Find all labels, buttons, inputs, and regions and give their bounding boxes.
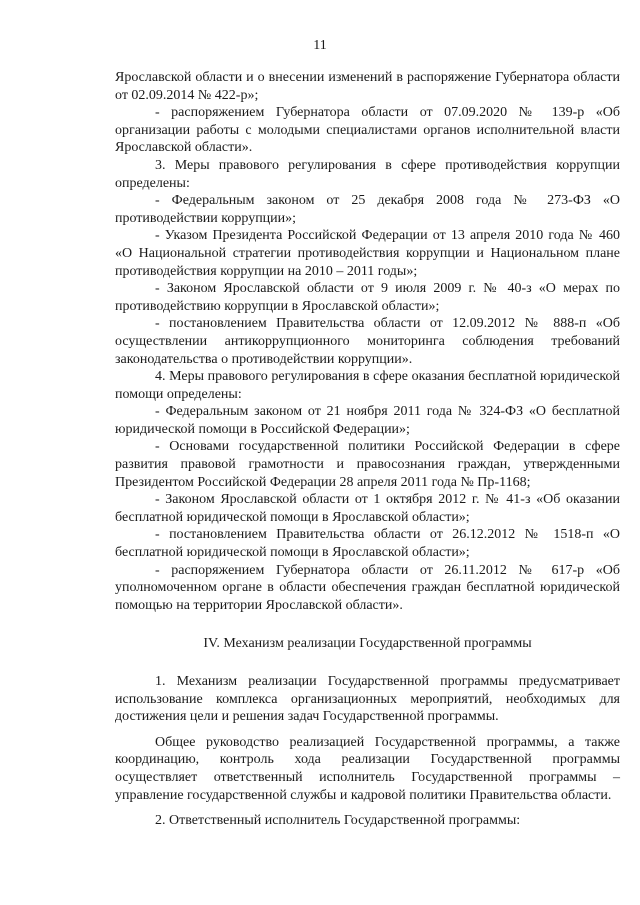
paragraph: - Указом Президента Российской Федерации от 13 апреля 2010 года № 460 «О Национальной стратегии противодействия коррупции и Национальном плане противодействия коррупции на 2010 – 2011 годы»; <box>115 228 620 279</box>
paragraph: - Законом Ярославской области от 1 октября 2012 г. № 41-з «Об оказании бесплатной юридической помощи в Ярославской области»; <box>115 492 620 525</box>
paragraph: - распоряжением Губернатора области от 07.09.2020 № 139-р «Об организации работы с молодыми специалистами органов исполнительной власти Ярославской области». <box>115 105 620 156</box>
paragraph: 1. Механизм реализации Государственной программы предусматривает использование комплекса организационных мероприятий, необходимых для достижения цели и решения задач Государственной программы. <box>115 674 620 725</box>
paragraph: - Федеральным законом от 25 декабря 2008 года № 273-ФЗ «О противодействии коррупции»; <box>115 193 620 226</box>
paragraph: - Основами государственной политики Российской Федерации в сфере развития правовой грамотности и правосознания граждан, утвержденными Президентом Российской Федерации 28 апреля 2011 года № Пр-1168; <box>115 439 620 490</box>
document-body <box>115 69 620 830</box>
paragraph: - постановлением Правительства области от 26.12.2012 № 1518-п «О бесплатной юридической помощи в Ярославской области»; <box>115 527 620 561</box>
paragraph: Ярославской области и о внесении изменений в распоряжение Губернатора области от 02.09.2014 № 422-р»; <box>115 70 620 103</box>
paragraph: - Федеральным законом от 21 ноября 2011 года № 324-ФЗ «О бесплатной юридической помощи в Российской Федерации»; <box>115 404 620 437</box>
section-heading: IV. Механизм реализации Государственной программы <box>203 636 532 652</box>
paragraph: 2. Ответственный исполнитель Государственной программы: <box>155 813 521 829</box>
paragraph: - постановлением Правительства области от 12.09.2012 № 888-п «Об осуществлении антикоррупционного мониторинга соблюдения требований законодательства о противодействии коррупции». <box>115 316 620 367</box>
paragraph: - Законом Ярославской области от 9 июля 2009 г. № 40-з «О мерах по противодействию коррупции в Ярославской области»; <box>115 281 620 314</box>
paragraph: - распоряжением Губернатора области от 26.11.2012 № 617-р «Об уполномоченном органе в области обеспечения граждан бесплатной юридической помощью на территории Ярославской области». <box>115 562 620 613</box>
paragraph: 4. Меры правового регулирования в сфере оказания бесплатной юридической помощи определены: <box>115 369 620 402</box>
paragraph: 3. Меры правового регулирования в сфере противодействия коррупции определены: <box>115 157 620 191</box>
page-number: 11 <box>313 38 327 53</box>
paragraph: Общее руководство реализацией Государственной программы, а также координацию, контроль хода реализации Государственной программы осуществляет ответственный исполнитель Государственной программы – управление государственной службы и кадровой политики Правительства области. <box>115 734 620 803</box>
